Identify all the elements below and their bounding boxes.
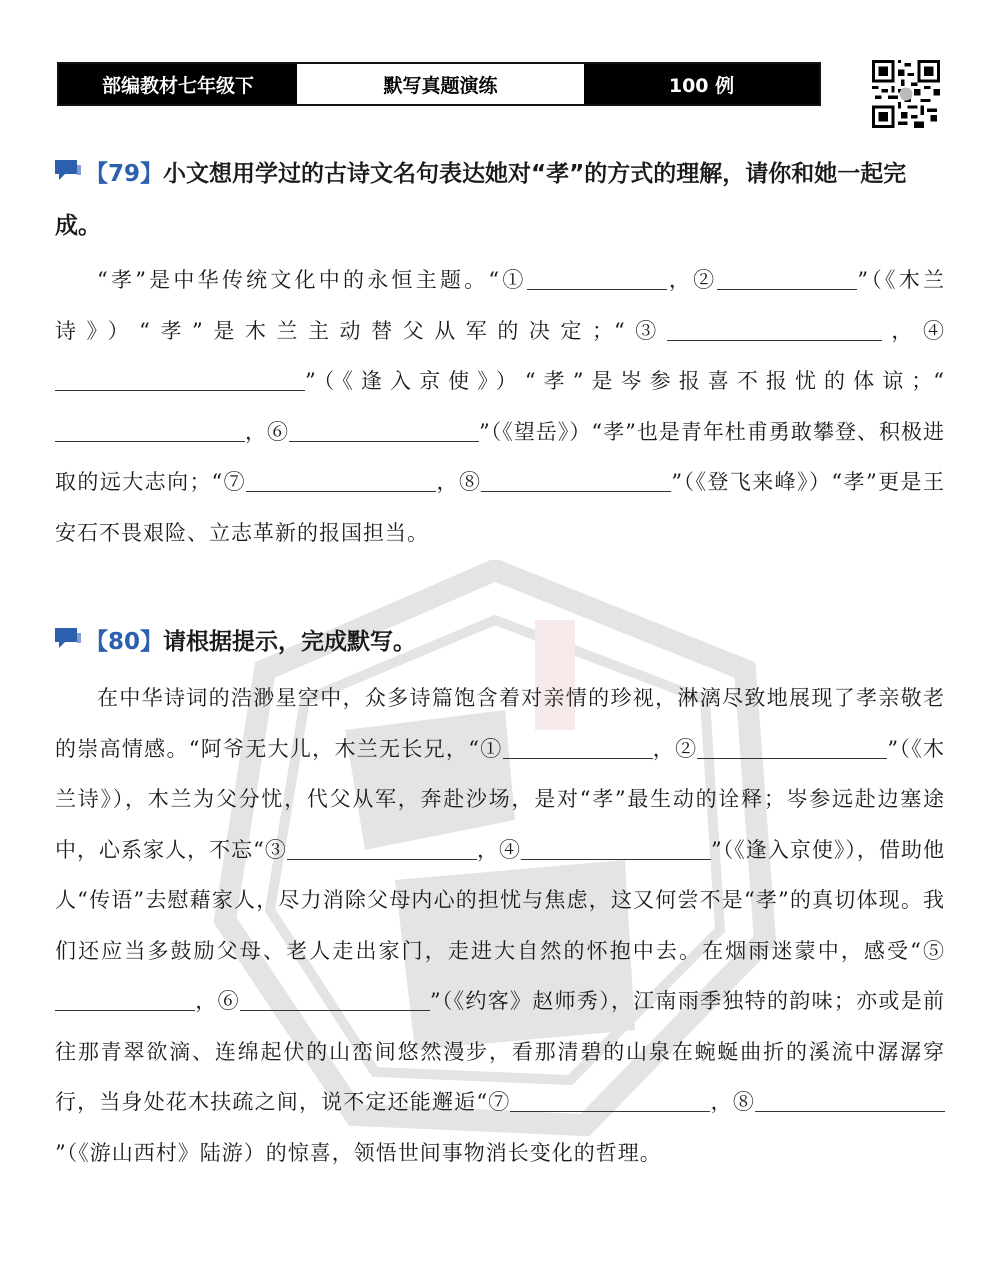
header-title: 默写真题演练 <box>297 64 584 104</box>
question-79 <box>55 148 945 558</box>
passage-text: ，② <box>652 736 698 761</box>
question-number: 【79】 <box>85 161 164 187</box>
passage-text: ，② <box>666 268 718 292</box>
answer-blank-7[interactable] <box>246 469 436 492</box>
passage-text: ”（《木兰诗》），木兰为父分忧，代父从军，奔赴沙场，是对“孝”最生动的诠释；岑参远赴边塞途中，心系家人，不忘“③ <box>55 736 945 862</box>
answer-blank-5[interactable] <box>55 988 195 1011</box>
header-bar <box>57 62 821 106</box>
question-79-title <box>55 148 945 252</box>
passage-text: ，⑧ <box>710 1090 756 1114</box>
passage-text: ”（《游山西村》陆游）的惊喜，领悟世间事物消长变化的哲理。 <box>55 1140 662 1165</box>
answer-blank-3[interactable] <box>287 837 477 860</box>
answer-blank-2[interactable] <box>697 736 887 759</box>
question-prompt: 请根据提示，完成默写。 <box>163 629 417 655</box>
question-number: 【80】 <box>85 629 164 655</box>
passage-text: ”（《望岳》）“孝”也是青年杜甫勇敢攀登、积极进取的远大志向；“⑦ <box>55 419 946 494</box>
passage-text: ，⑥ <box>245 419 290 444</box>
answer-blank-7[interactable] <box>510 1089 710 1112</box>
question-80-body <box>55 673 945 1178</box>
answer-blank-6[interactable] <box>240 988 430 1011</box>
passage-text: ”（《木兰诗》）“孝”是木兰主动替父从军的决定；“③ <box>55 268 945 343</box>
question-79-body <box>55 255 945 558</box>
answer-blank-6[interactable] <box>289 419 479 442</box>
flag-icon <box>55 160 81 182</box>
passage-text: ”（《登飞来峰》）“孝”更是王安石不畏艰险、立志革新的报国担当。 <box>55 470 945 545</box>
answer-blank-1[interactable] <box>503 736 653 759</box>
answer-blank-2[interactable] <box>717 267 857 290</box>
passage-text: ，④ <box>881 318 945 343</box>
passage-text: ，⑧ <box>436 470 482 494</box>
question-prompt: 小文想用学过的古诗文名句表达她对“孝”的方式的理解，请你和她一起完成。 <box>55 161 907 239</box>
passage-text: ”（《约客》赵师秀），江南雨季独特的韵味；亦或是前往那青翠欲滴、连绵起伏的山峦间悠然漫步，看那清碧的山泉在蜿蜒曲折的溪流中潺潺穿行，当身处花木扶疏之间，说不定还能邂逅“⑦ <box>55 989 946 1114</box>
header-grade: 部编教材七年级下 <box>59 64 297 104</box>
passage-text: ”（《逢入京使》），借助他人“传语”去慰藉家人，尽力消除父母内心的担忧与焦虑，这又何尝不是“孝”的真切体现。我们还应当多鼓励父母、老人走出家门，走进大自然的怀抱中去。在烟雨迷蒙中，感受“⑤ <box>55 837 945 963</box>
passage-text: ，④ <box>476 837 522 862</box>
answer-blank-1[interactable] <box>527 267 667 290</box>
answer-blank-4[interactable] <box>521 837 711 860</box>
flag-icon <box>55 628 81 650</box>
answer-blank-8[interactable] <box>755 1089 945 1112</box>
question-80-title <box>55 616 945 668</box>
answer-blank-4[interactable] <box>55 368 305 391</box>
header-count: 100 例 <box>584 64 819 104</box>
answer-blank-3[interactable] <box>667 318 882 341</box>
passage-text: ”（《逢入京使》）“孝”是岑参报喜不报忧的体谅；“ <box>305 369 945 393</box>
answer-blank-5[interactable] <box>55 419 245 442</box>
passage-text: “孝”是中华传统文化中的永恒主题。“① <box>97 268 527 292</box>
passage-text: ，⑥ <box>195 989 240 1013</box>
question-80 <box>55 616 945 1178</box>
passage-text: 在中华诗词的浩渺星空中，众多诗篇饱含着对亲情的珍视，淋漓尽致地展现了孝亲敬老的崇高情感。“阿爷无大儿，木兰无长兄，“① <box>55 686 945 761</box>
answer-blank-8[interactable] <box>481 469 671 492</box>
qr-code-icon <box>872 60 940 128</box>
